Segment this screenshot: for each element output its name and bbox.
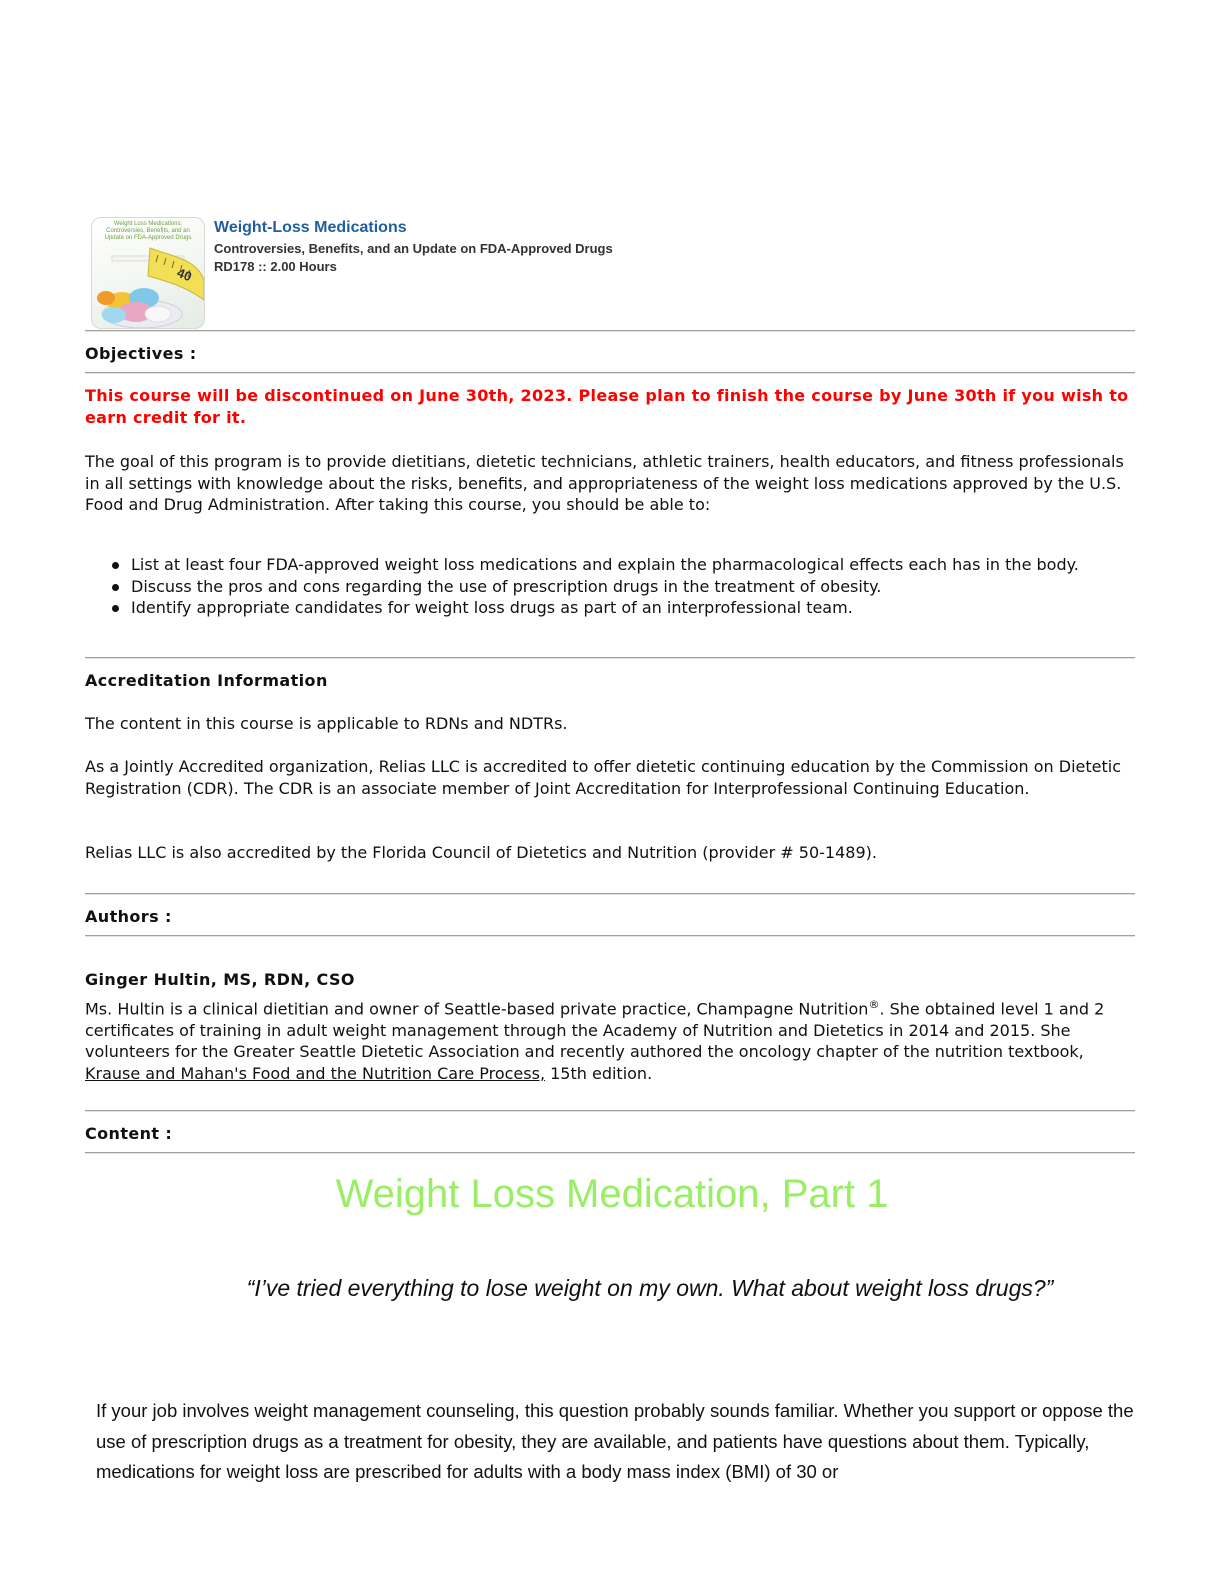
divider bbox=[85, 1152, 1135, 1154]
author-name: Ginger Hultin, MS, RDN, CSO bbox=[85, 970, 355, 989]
bullet-icon bbox=[112, 562, 119, 569]
divider bbox=[85, 893, 1135, 895]
course-thumbnail bbox=[91, 217, 205, 329]
divider bbox=[85, 657, 1135, 659]
authors-heading: Authors : bbox=[85, 907, 172, 926]
objective-text: List at least four FDA-approved weight loss medications and explain the pharmacological effects each has in the body. bbox=[131, 555, 1079, 574]
list-item bbox=[131, 576, 1186, 598]
objectives-heading: Objectives : bbox=[85, 344, 197, 363]
bio-text: . She obtained level 1 and 2 certificates of training in adult weight management through the Academy of Nutrition and Dietetics in 2014 and 2015. She volunteers for the Greater Seattle Dietetic Association and recently authored the oncology chapter of the nutrition textbook, bbox=[85, 999, 1105, 1062]
author-bio bbox=[85, 994, 1140, 1084]
book-link[interactable]: Krause and Mahan's Food and the Nutrition Care Process, bbox=[85, 1063, 546, 1083]
thumbnail-caption: Weight Loss Medications: Controversies, Benefits, and an Update on FDA-Approved Drugs bbox=[104, 221, 192, 241]
registered-mark: ® bbox=[868, 998, 880, 1011]
divider bbox=[85, 330, 1135, 332]
objectives-list bbox=[85, 554, 1186, 619]
objective-text: Discuss the pros and cons regarding the use of prescription drugs in the treatment of obesity. bbox=[131, 576, 882, 596]
list-item bbox=[131, 554, 1186, 576]
accreditation-applicability: The content in this course is applicable to RDNs and NDTRs. bbox=[85, 714, 568, 733]
discontinued-notice: This course will be discontinued on June 30th, 2023. Please plan to finish the course by June 30th if you wish to earn credit for it. bbox=[85, 386, 1129, 427]
objective-text: Identify appropriate candidates for weight loss drugs as part of an interprofessional team. bbox=[131, 598, 853, 617]
divider bbox=[85, 372, 1135, 374]
bio-text: Ms. Hultin is a clinical dietitian and owner of Seattle-based private practice, Champagne Nutrition bbox=[85, 999, 869, 1019]
objectives-intro: The goal of this program is to provide dietitians, dietetic technicians, athletic trainers, health educators, and fitness professionals in all settings with knowledge about the risks, benefits, and appropriateness of the weight loss medications approved by the U.S. Food and Drug Administration. After taking this course, you should be able to: bbox=[85, 452, 1124, 514]
course-code-hours: RD178 :: 2.00 Hours bbox=[214, 259, 337, 274]
divider bbox=[85, 1110, 1135, 1112]
accreditation-florida: Relias LLC is also accredited by the Florida Council of Dietetics and Nutrition (provider # 50-1489). bbox=[85, 843, 877, 862]
content-title: Weight Loss Medication, Part 1 bbox=[335, 1172, 889, 1216]
course-subtitle: Controversies, Benefits, and an Update on FDA-Approved Drugs bbox=[214, 241, 613, 256]
bullet-icon bbox=[112, 605, 119, 612]
bullet-icon bbox=[112, 584, 119, 591]
divider bbox=[85, 935, 1135, 937]
accreditation-joint: As a Jointly Accredited organization, Relias LLC is accredited to offer dietetic continuing education by the Commission on Dietetic Registration (CDR). The CDR is an associate member of Joint Accreditation for Interprofessional Continuing Education. bbox=[85, 757, 1121, 798]
accreditation-heading: Accreditation Information bbox=[85, 671, 328, 690]
content-body: If your job involves weight management counseling, this question probably sounds familiar. Whether you support or oppose the use of prescription drugs as a treatment for obesity, they are available, and patients have questions about them. Typically, medications for weight loss are prescribed for adults with a body mass index (BMI) of 30 or bbox=[96, 1400, 1134, 1482]
tape-number: 40 bbox=[174, 264, 194, 285]
patient-quote: “I’ve tried everything to lose weight on my own. What about weight loss drugs?” bbox=[246, 1275, 1054, 1301]
list-item bbox=[131, 597, 1186, 619]
thumbnail-illustration bbox=[92, 218, 204, 328]
bio-text: 15th edition. bbox=[545, 1063, 653, 1083]
content-heading: Content : bbox=[85, 1124, 173, 1143]
course-title: Weight-Loss Medications bbox=[214, 219, 407, 236]
